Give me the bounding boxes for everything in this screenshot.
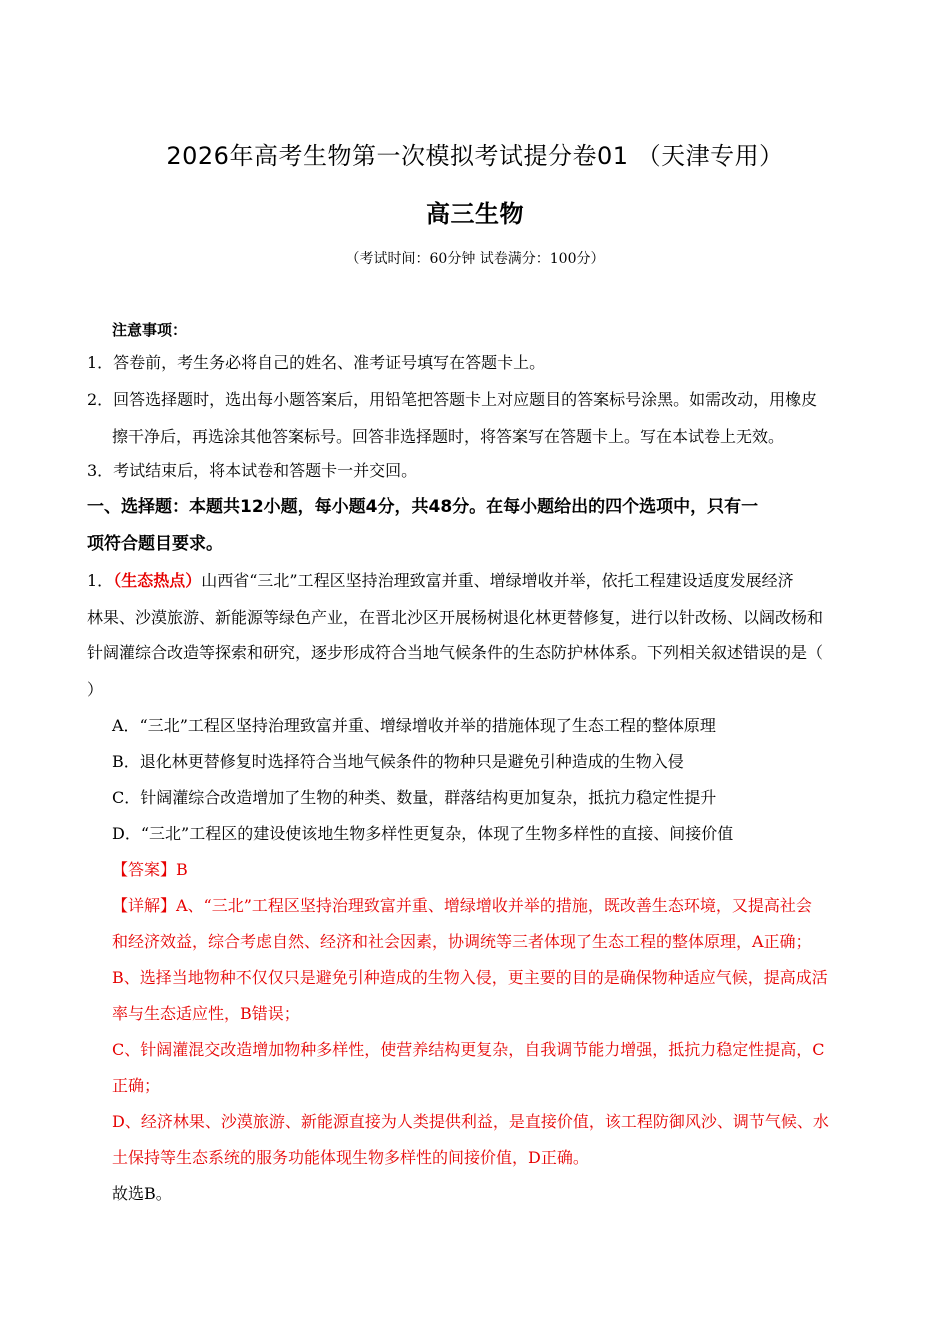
question-stem-text: 山西省“三北”工程区坚持治理致富并重、增绿增收并举，依托工程建设适度发展经济	[201, 571, 794, 590]
explanation-line: B、选择当地物种不仅仅只是避免引种造成的生物入侵，更主要的目的是确保物种适应气候，提高成活	[112, 968, 828, 987]
option-d: D．“三北”工程区的建设使该地生物多样性更复杂，体现了生物多样性的直接、间接价值	[112, 824, 734, 843]
notes-heading: 注意事项：	[112, 321, 188, 339]
question-number: 1．	[87, 571, 114, 590]
explanation-line: 土保持等生态系统的服务功能体现生物多样性的间接价值，D正确。	[112, 1148, 589, 1167]
exam-subtitle: 高三生物	[426, 200, 524, 228]
question-stem-line: ）	[87, 680, 104, 699]
explanation-line: 和经济效益，综合考虑自然、经济和社会因素，协调统等三者体现了生态工程的整体原理，A正确；	[112, 932, 812, 951]
note-item: 3．考试结束后，将本试卷和答题卡一并交回。	[87, 461, 418, 480]
explanation-line: D、经济林果、沙漠旅游、新能源直接为人类提供利益，是直接价值，该工程防御风沙、调节气候、水	[112, 1112, 829, 1131]
exam-info: （考试时间：60分钟 试卷满分：100分）	[345, 251, 605, 267]
explanation-line: C、针阔灌混交改造增加物种多样性，使营养结构更复杂，自我调节能力增强，抵抗力稳定性提高，C	[112, 1040, 825, 1059]
note-item-continued: 擦干净后，再选涂其他答案标号。回答非选择题时，将答案写在答题卡上。写在本试卷上无效。	[112, 427, 785, 446]
answer: 【答案】B	[112, 860, 188, 879]
question-tag: （生态热点）	[113, 571, 202, 590]
question-stem-first-line	[87, 562, 862, 599]
section-heading-continued: 项符合题目要求。	[87, 534, 223, 554]
option-a: A．“三北”工程区坚持治理致富并重、增绿增收并举的措施体现了生态工程的整体原理	[112, 716, 716, 735]
explanation-line: 正确；	[112, 1076, 161, 1095]
note-item: 1．答卷前，考生务必将自己的姓名、准考证号填写在答题卡上。	[87, 353, 546, 372]
option-b: B．退化林更替修复时选择符合当地气候条件的物种只是避免引种造成的生物入侵	[112, 752, 684, 771]
question-stem-line: 针阔灌综合改造等探索和研究，逐步形成符合当地气候条件的生态防护林体系。下列相关叙述错误的是（	[87, 643, 824, 662]
option-c: C．针阔灌综合改造增加了生物的种类、数量，群落结构更加复杂，抵抗力稳定性提升	[112, 788, 717, 807]
explanation-line: 率与生态适应性，B错误；	[112, 1004, 300, 1023]
note-item: 2．回答选择题时，选出每小题答案后，用铅笔把答题卡上对应题目的答案标号涂黑。如需改动，用橡皮	[87, 390, 818, 409]
question-stem-line: 林果、沙漠旅游、新能源等绿色产业，在晋北沙区开展杨树退化林更替修复，进行以针改杨、以阔改杨和	[87, 608, 824, 627]
conclusion: 故选B。	[112, 1184, 172, 1203]
section-heading: 一、选择题：本题共12小题，每小题4分，共48分。在每小题给出的四个选项中，只有一	[87, 497, 759, 517]
explanation-line: 【详解】A、“三北”工程区坚持治理致富并重、增绿增收并举的措施，既改善生态环境，又提高社会	[112, 896, 812, 915]
exam-title: 2026年高考生物第一次模拟考试提分卷01 （天津专用）	[166, 142, 784, 170]
